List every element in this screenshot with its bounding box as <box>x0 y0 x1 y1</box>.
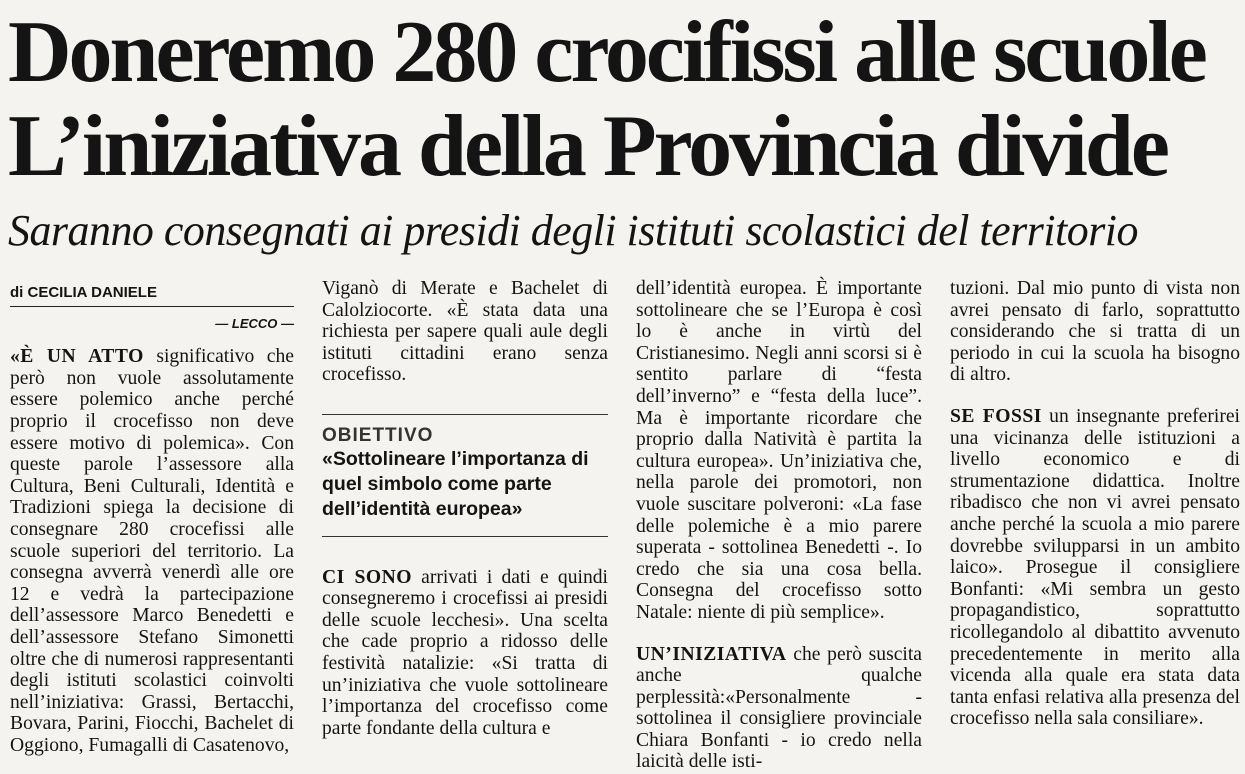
subtitle: Saranno consegnati ai presidi degli istituti scolastici del territorio <box>8 206 1138 255</box>
column-3 <box>636 278 922 773</box>
byline: di CECILIA DANIELE <box>10 282 294 307</box>
column-3-paragraph-bottom <box>636 644 922 774</box>
column-2-paragraph-top: Viganò di Merate e Bachelet di Calolziocorte. «È stata data una richiesta per sapere quali aule degli istituti cittadini erano senza crocefisso. <box>322 278 608 386</box>
paragraph-text: significativo che però non vuole assolutamente essere polemico anche perché proprio il crocefisso non deve essere motivo di polemica». Con queste parole l’assessore alla Cultura, Beni Culturali, Identità e Tradizioni spiega la decisione di consegnare 280 crocefissi alle scuole superiori del territorio. La consegna avverrà venerdì alle ore 12 e vedrà la partecipazione dell’assessore Marco Benedetti e dell’assessore Stefano Simonetti oltre che di numerosi rappresentanti degli istituti scolastici coinvolti nell’iniziativa: Grassi, Bertacchi, Bovara, Parini, Fiocchi, Bachelet di Oggiono, Fumagalli di Casatenovo, <box>10 346 294 756</box>
pull-quote-box <box>322 414 608 537</box>
paragraph-text: che però suscita anche qualche perplessità:«Personalmente - sottolinea il consigliere provinciale Chiara Bonfanti - io credo nella laicità delle isti- <box>636 643 922 773</box>
paragraph-gap <box>950 386 1240 406</box>
paragraph-gap <box>636 624 922 644</box>
column-3-paragraph-top: dell’identità europea. È importante sottolineare che se l’Europa è così lo è anche in virtù del Cristianesimo. Negli anni scorsi si è sentito parlare di “festa dell’inverno” e “festa della luce”. Ma è importante ricordare che proprio dalla Natività è partita la cultura europea». Un’iniziativa che, nella parole dei promotori, non vuole suscitare polveroni: «La fase delle polemiche è a mio parere superata - sottolinea Benedetti -. Io credo che sia una cosa bella. Consegna del crocefisso sotto Natale: niente di più semplice». <box>636 278 922 623</box>
column-2 <box>322 278 608 739</box>
lead-in: «È UN ATTO <box>10 346 144 368</box>
lead-in: SE FOSSI <box>950 405 1042 427</box>
column-2-paragraph-bottom <box>322 567 608 740</box>
column-1-paragraph <box>10 346 294 756</box>
paragraph-text: arrivati i dati e quindi consegneremo i crocefissi ai presidi delle scuole lecchesi». Una scelta che cade proprio a ridosso delle festività natalizie: «Si tratta di un’iniziativa che vuole sottolineare l’importanza del crocefisso come parte fondante della cultura e <box>322 566 608 739</box>
headline-line-1: Doneremo 280 crocifissi alle scuole <box>8 4 1205 101</box>
headline <box>8 6 1240 194</box>
column-4-paragraph-top: tuzioni. Dal mio punto di vista non avrei pensato di farlo, soprattutto considerando che si tratta di un periodo in cui la scuola ha bisogno di altro. <box>950 278 1240 386</box>
headline-line-2: L’iniziativa della Provincia divide <box>8 98 1167 195</box>
paragraph-text: un insegnante preferirei una vicinanza delle istituzioni a livello economico e di strumentazione didattica. Inoltre ribadisco che non vi avrei pensato anche perché la scuola a mio parere dovrebbe svilupparsi in un ambito laico». Prosegue il consigliere Bonfanti: «Mi sembra un gesto propagandistico, soprattutto ricollegandolo al dibattito avvenuto precedentemente in merito alla vicenda alla quale era stata data tanta enfasi relativa alla presenza del crocefisso nella sala consiliare». <box>950 405 1241 730</box>
dateline: — LECCO — <box>215 315 294 331</box>
column-1 <box>10 282 294 756</box>
pull-quote-title: «Sottolineare l’importanza di quel simbolo come parte dell’identità europea» <box>322 447 589 520</box>
lead-in: CI SONO <box>322 566 412 588</box>
column-4-paragraph-bottom <box>950 406 1240 730</box>
pull-quote-kicker: OBIETTIVO <box>322 424 434 446</box>
column-4 <box>950 278 1240 730</box>
lead-in: UN’INIZIATIVA <box>636 643 787 665</box>
